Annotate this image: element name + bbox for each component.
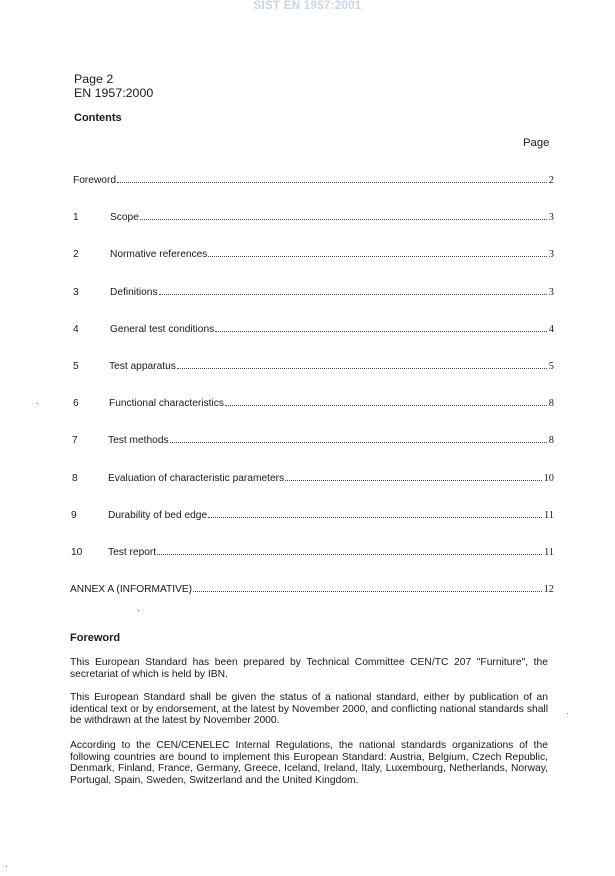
page-header [74, 72, 153, 100]
contents-heading: Contents [74, 112, 122, 124]
toc-entry-title: Test report [108, 547, 157, 558]
toc-entry[interactable] [71, 547, 554, 561]
toc-leader-dots [159, 293, 547, 295]
toc-entry[interactable] [73, 249, 554, 263]
toc-leader-dots [215, 330, 547, 332]
toc-leader-dots [285, 479, 542, 481]
scan-speck [6, 866, 7, 867]
toc-entry-number: 4 [73, 324, 79, 335]
toc-entry[interactable] [71, 510, 554, 524]
toc-leader-dots [157, 553, 542, 555]
toc-entry-page: 4 [548, 324, 554, 335]
toc-entry-page: 8 [548, 435, 554, 446]
toc-entry-number: 2 [73, 249, 79, 260]
toc-entry-page: 11 [543, 510, 554, 521]
toc-entry-title: Definitions [110, 287, 158, 298]
toc-entry-title: Durability of bed edge [108, 510, 208, 521]
document-code: EN 1957:2000 [74, 86, 154, 100]
toc-leader-dots [225, 404, 547, 406]
toc-leader-dots [193, 590, 542, 592]
foreword-paragraph: According to the CEN/CENELEC Internal Regulations, the national standards organizations of the following countries are bound to implement this European Standard: Austria, Belgium, Czech Republic, Denmark, Finland, France, Germany, Greece, Iceland, Ireland, Italy, Luxembourg, Netherlands, Norway, Portugal, Spain, Sweden, Switzerland and the United Kingdom. [70, 740, 548, 787]
toc-entry-number: 1 [73, 212, 79, 223]
toc-leader-dots [177, 367, 547, 369]
toc-entry-page: 11 [543, 547, 554, 558]
toc-leader-dots [208, 516, 542, 518]
toc-entry[interactable] [73, 212, 554, 226]
toc-leader-dots [140, 218, 547, 220]
toc-entry-number: 8 [72, 473, 78, 484]
toc-entry-title: General test conditions [110, 324, 215, 335]
toc-entry-title: Test apparatus [109, 361, 176, 372]
scan-speck [567, 713, 568, 714]
toc-entry[interactable] [73, 287, 554, 301]
toc-entry-title: Test methods [108, 435, 169, 446]
toc-entry-page: 3 [548, 287, 554, 298]
toc-entry-number: 5 [73, 361, 79, 372]
toc-entry-page: 3 [548, 249, 554, 260]
toc-entry[interactable] [72, 435, 554, 449]
scan-speck [138, 610, 139, 611]
scan-speck [37, 403, 38, 404]
toc-entry-title: Evaluation of characteristic parameters [108, 473, 285, 484]
page-label: Page 2 [74, 72, 114, 86]
toc-entry-title: Normative references [110, 249, 208, 260]
toc-entry-title: Foreword [73, 175, 117, 186]
toc-leader-dots [170, 441, 547, 443]
toc-entry-page: 12 [543, 584, 554, 595]
toc-entry-title: Scope [110, 212, 139, 223]
toc-entry[interactable] [70, 584, 554, 598]
toc-entry-page: 5 [548, 361, 554, 372]
toc-entry-number: 7 [72, 435, 78, 446]
toc-entry[interactable] [73, 361, 554, 375]
toc-entry-number: 6 [73, 398, 79, 409]
watermark: SIST EN 1957:2001 [253, 0, 362, 12]
toc-entry-number: 10 [71, 547, 83, 558]
toc-entry-page: 2 [548, 175, 554, 186]
toc-entry[interactable] [73, 324, 554, 338]
toc-entry-number: 3 [73, 287, 79, 298]
foreword-paragraph: This European Standard shall be given the status of a national standard, either by publication of an identical text or by endorsement, at the latest by November 2000, and conflicting national standards shall be withdrawn at the latest by November 2000. [70, 692, 548, 727]
foreword-heading: Foreword [70, 632, 121, 644]
toc-entry[interactable] [73, 398, 554, 412]
toc-entry-page: 10 [543, 473, 554, 484]
toc-entry-title: Functional characteristics [109, 398, 224, 409]
page-column-label: Page [523, 137, 550, 149]
toc-entry-title: ANNEX A (INFORMATIVE) [70, 584, 193, 595]
toc-entry[interactable] [72, 473, 554, 487]
toc-entry-page: 8 [548, 398, 554, 409]
toc-entry-number: 9 [71, 510, 77, 521]
toc-entry-page: 3 [548, 212, 554, 223]
toc-entry[interactable] [73, 175, 554, 189]
toc-leader-dots [117, 181, 547, 183]
toc-leader-dots [208, 255, 546, 257]
foreword-paragraph: This European Standard has been prepared by Technical Committee CEN/TC 207 "Furniture", the secretariat of which is held by IBN. [70, 657, 548, 680]
